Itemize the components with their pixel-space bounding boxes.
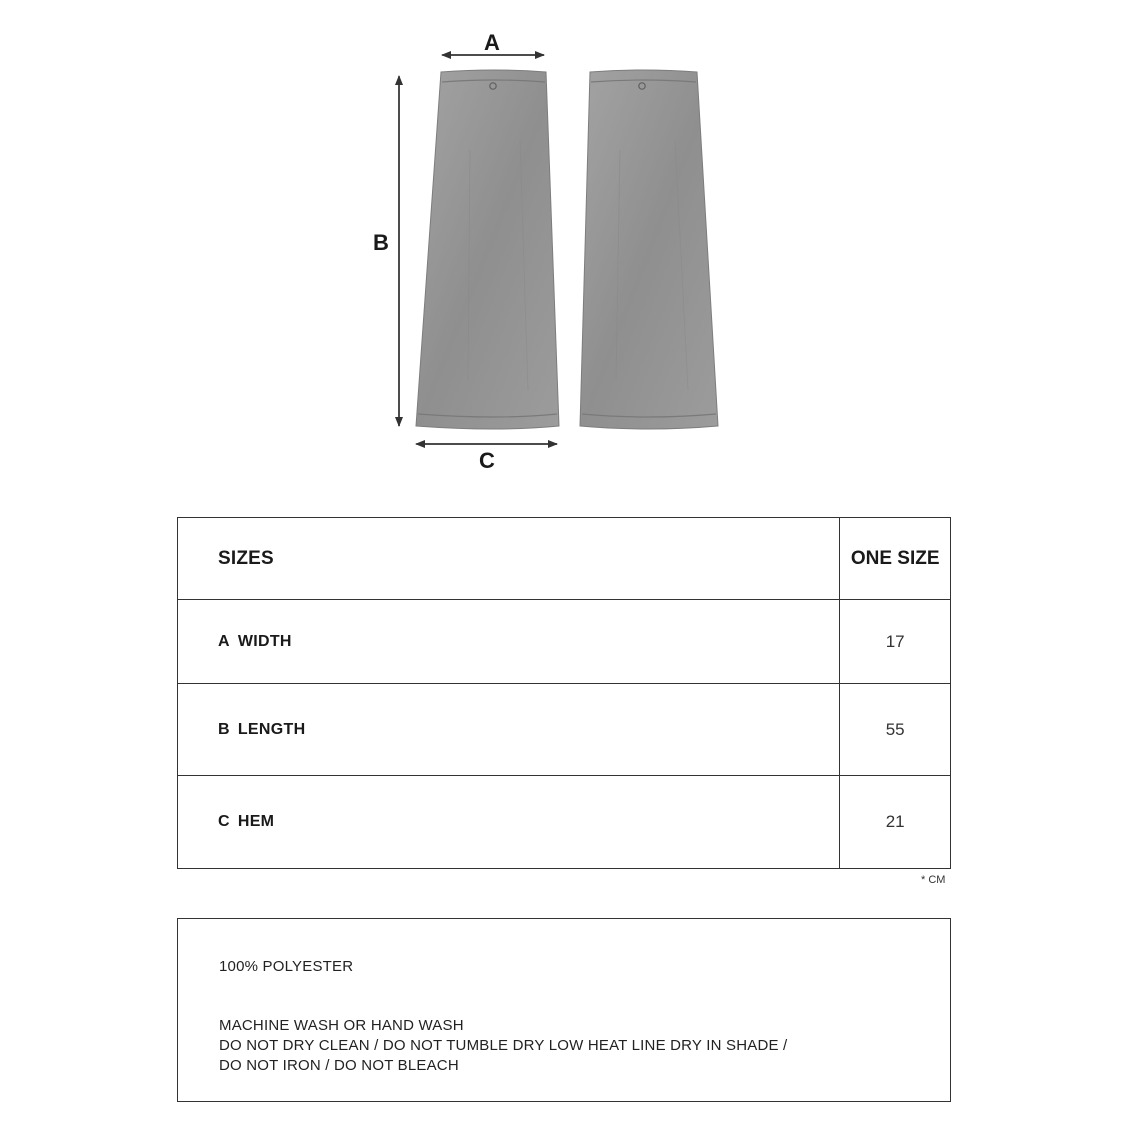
dimension-b-label: B <box>373 230 389 255</box>
length-value: 55 <box>885 719 905 739</box>
unit-note: * CM <box>921 874 946 886</box>
row-label: WIDTH <box>237 632 292 650</box>
material-composition: 100% POLYESTER <box>219 958 354 975</box>
row-label: HEM <box>237 813 275 830</box>
width-value: 17 <box>885 631 905 651</box>
table-row <box>178 600 951 684</box>
left-leg-warmer-illustration <box>416 70 559 429</box>
hem-value-cell <box>840 776 951 869</box>
size-chart-table <box>177 517 951 869</box>
row-key: B <box>218 720 230 738</box>
one-size-header-label: ONE SIZE <box>850 547 940 569</box>
right-leg-warmer-illustration <box>580 70 718 429</box>
dimension-c-label: C <box>479 448 495 473</box>
care-line: DO NOT IRON / DO NOT BLEACH <box>219 1057 459 1074</box>
sizes-header-cell <box>178 518 840 600</box>
width-value-cell <box>840 600 951 684</box>
sizes-header-label: SIZES <box>218 547 274 569</box>
care-line: MACHINE WASH OR HAND WASH <box>219 1017 464 1034</box>
hem-value: 21 <box>885 812 905 831</box>
row-label: LENGTH <box>237 720 306 738</box>
garment-measurement-diagram <box>0 0 1125 490</box>
care-instructions-box <box>177 918 951 1102</box>
table-row <box>178 684 951 776</box>
row-key: C <box>218 813 230 830</box>
row-key: A <box>218 632 230 650</box>
care-instructions <box>219 1016 787 1076</box>
dimension-a-label: A <box>484 30 500 55</box>
size-table-header-row <box>178 518 951 600</box>
one-size-header-cell <box>840 518 951 600</box>
length-value-cell <box>840 684 951 776</box>
width-label-cell <box>178 600 840 684</box>
length-label-cell <box>178 684 840 776</box>
care-line: DO NOT DRY CLEAN / DO NOT TUMBLE DRY LOW HEAT LINE DRY IN SHADE / <box>219 1037 788 1054</box>
hem-label-cell <box>178 776 840 869</box>
table-row <box>178 776 951 869</box>
